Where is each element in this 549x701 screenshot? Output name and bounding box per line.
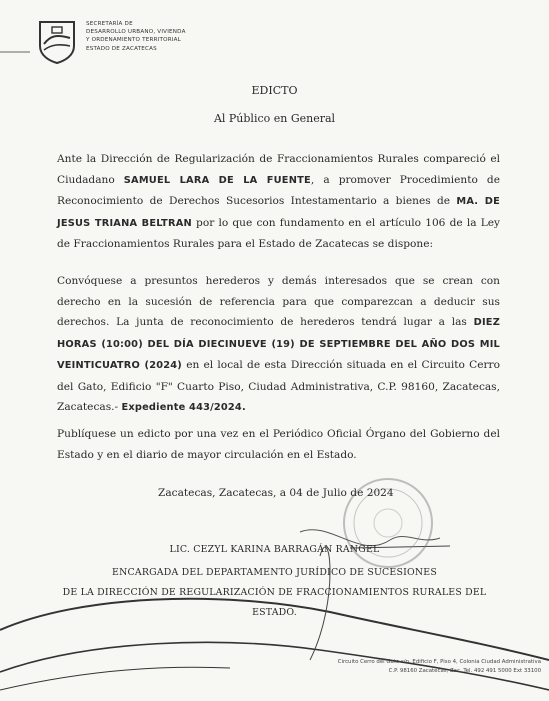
applicant-name: SAMUEL LARA DE LA FUENTE bbox=[123, 174, 311, 186]
letterhead bbox=[36, 18, 336, 68]
signature-stroke bbox=[310, 547, 330, 660]
footer-line-1: Circuito Cerro del Gato s/n, Edificio F, Piso 4, Colonia Ciudad Administrativa bbox=[337, 659, 541, 665]
signatory-role-line-1: ENCARGADA DEL DEPARTAMENTO JURÍDICO DE SUCESIONES bbox=[112, 567, 437, 578]
document-title: EDICTO bbox=[251, 84, 298, 97]
organization-name bbox=[86, 20, 186, 53]
p1-text-2: , a promover Procedimiento de Reconocimiento de Derechos Sucesorios Intestamentario a bienes de bbox=[57, 173, 500, 207]
paragraph-comparecencia bbox=[57, 149, 500, 255]
p1-text-3: por lo que con fundamento en el artículo 106 de la Ley de Fraccionamientos Rurales para el Estado de Zacatecas se dispone: bbox=[57, 216, 501, 250]
p2-text-1: Convóquese a presuntos herederos y demás interesados que se crean con derecho en la sucesión de referencia para que comparezcan a deducir sus derechos. La junta de reconocimiento de herederos tendrá lugar a las bbox=[57, 275, 500, 328]
hearing-datetime: DIEZ HORAS (10:00) DEL DÍA DIECINUEVE (19) DE SEPTIEMBRE DEL AÑO DOS MIL VEINTICUATRO (2024) bbox=[57, 317, 500, 371]
signatory-name: LIC. CEZYL KARINA BARRAGÁN RANGEL bbox=[169, 544, 380, 555]
org-line-3: Y ORDENAMIENTO TERRITORIAL bbox=[86, 37, 182, 44]
footer-swoosh-bottom bbox=[0, 667, 230, 690]
org-line-4: ESTADO DE ZACATECAS bbox=[86, 45, 157, 52]
place-and-date: Zacatecas, Zacatecas, a 04 de Julio de 2024 bbox=[158, 487, 394, 499]
document-subtitle: Al Público en General bbox=[213, 112, 336, 125]
footer-address bbox=[338, 658, 541, 676]
footer-line-2: C.P. 98160 Zacatecas, Zac. Tel. 492 491 5000 Ext 33100 bbox=[388, 668, 541, 674]
signatory-role-line-2: DE LA DIRECCIÓN DE REGULARIZACIÓN DE FRACCIONAMIENTOS RURALES DEL bbox=[62, 587, 487, 598]
org-line-1: SECRETARÍA DE bbox=[86, 21, 133, 27]
p1-text-1: Ante la Dirección de Regularización de Fraccionamientos Rurales compareció el Ciudadano bbox=[57, 153, 500, 186]
deceased-name: MA. DE JESUS TRIANA BELTRAN bbox=[57, 196, 501, 229]
government-shield-logo-icon bbox=[36, 18, 78, 64]
org-line-2: DESARROLLO URBANO, VIVIENDA bbox=[86, 29, 186, 36]
paragraph-convocatoria bbox=[57, 271, 500, 419]
paragraph-publicacion: Publíquese un edicto por una vez en el Periódico Oficial Órgano del Gobierno del Estado y en el diario de mayor circulación en el Estado. bbox=[57, 428, 500, 461]
case-number: Expediente 443/2024. bbox=[121, 402, 246, 413]
p2-text-2: en el local de esta Dirección situada en el Circuito Cerro del Gato, Edificio "F" Cuarto Piso, Ciudad Administrativa, C.P. 98160, Zacatecas, Zacatecas.- bbox=[57, 359, 500, 413]
signatory-role-line-3: ESTADO. bbox=[252, 607, 297, 618]
